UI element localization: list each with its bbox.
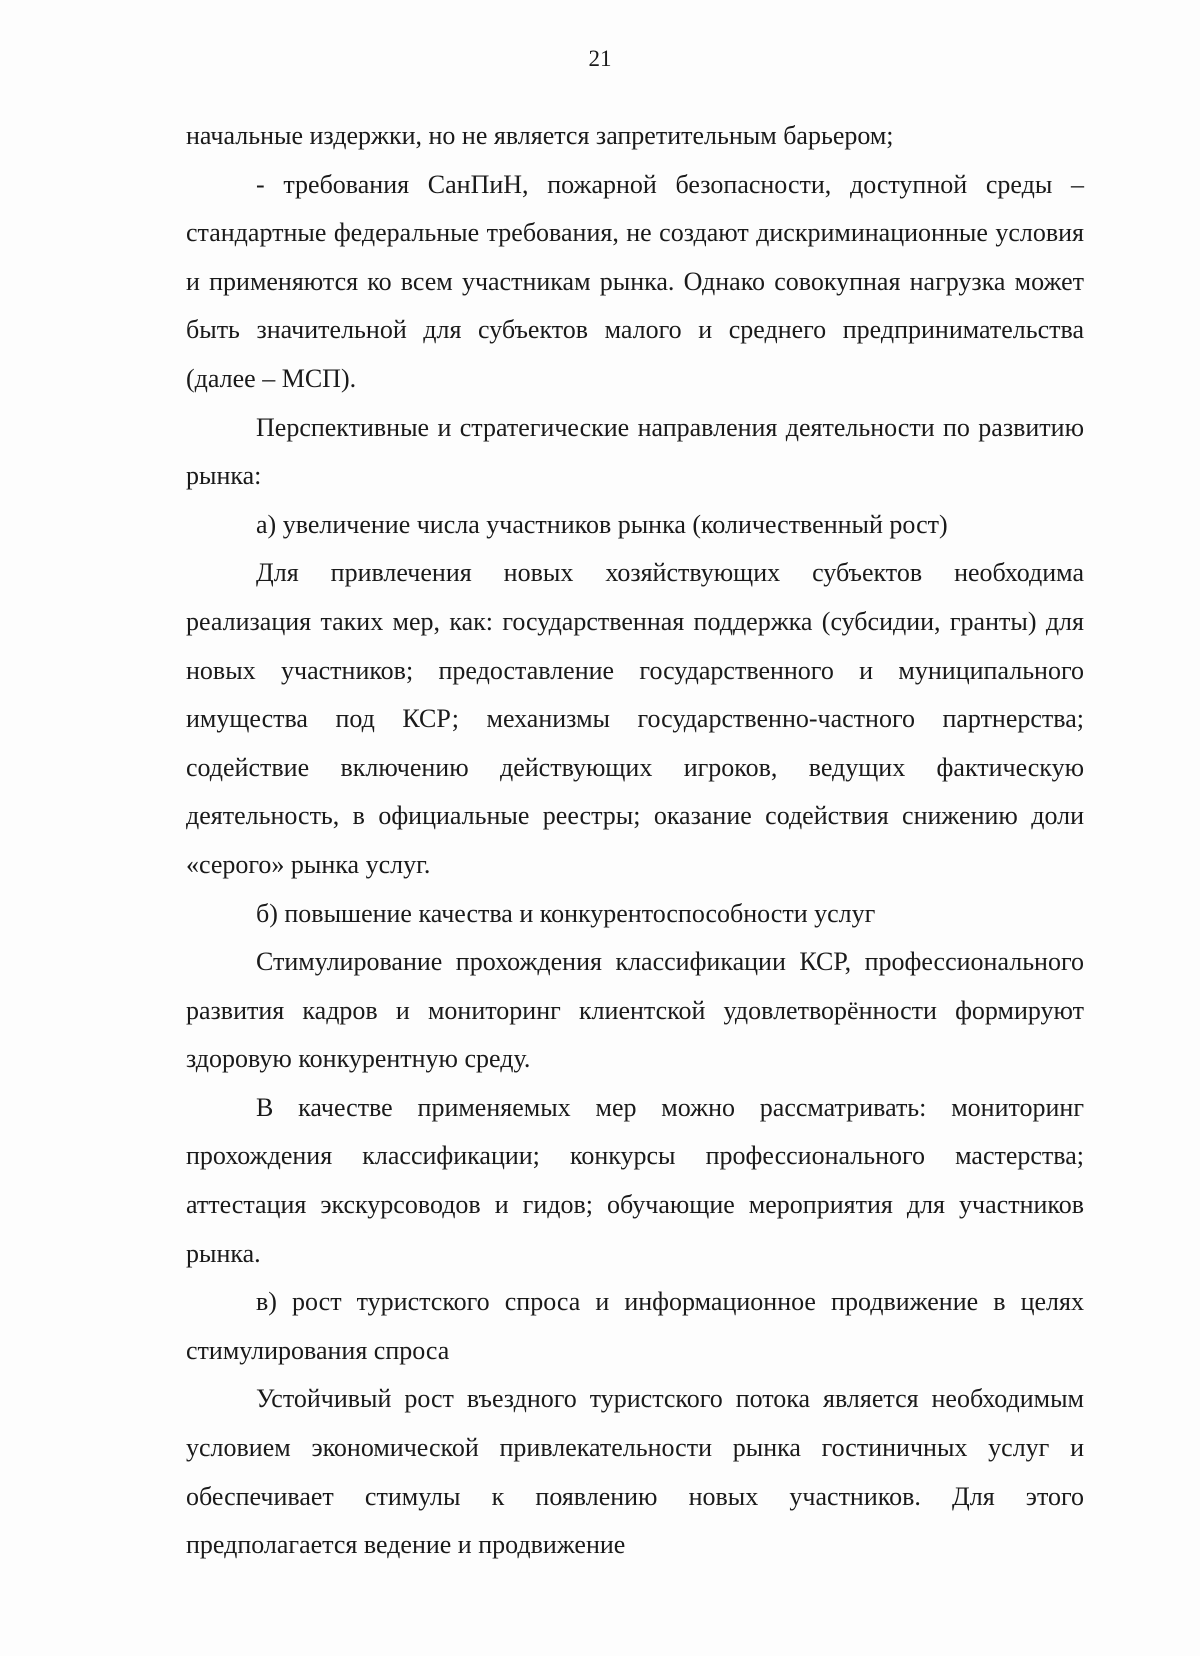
paragraph-tourist-flow: Устойчивый рост въездного туристского потока является необходимым условием экономической привлекательности рынка гостиничных услуг и обеспечивает стимулы к появлению новых участников. Для этого предполагается ведение и продвижение	[186, 1384, 1084, 1560]
paragraph-measures: В качестве применяемых мер можно рассматривать: мониторинг прохождения классификации; конкурсы профессионального мастерства; аттестация экскурсоводов и гидов; обучающие мероприятия для участников рынка.	[186, 1092, 1084, 1268]
paragraph-heading-a: а) увеличение числа участников рынка (количественный рост)	[256, 509, 948, 539]
paragraph-new-entrants: Для привлечения новых хозяйствующих субъектов необходима реализация таких мер, как: государственная поддержка (субсидии, гранты) для новых участников; предоставление государственного и муниципального имущества под КСР; механизмы государственно-частного партнерства; содействие включению действующих игроков, ведущих фактическую деятельность, в официальные реестры; оказание содействия снижению доли «серого» рынка услуг.	[186, 558, 1084, 879]
paragraph-sanpin-requirements: - требования СанПиН, пожарной безопасности, доступной среды – стандартные федеральные требования, не создают дискриминационные условия и применяются ко всем участникам рынка. Однако совокупная нагрузка может быть значительной для субъектов малого и среднего предпринимательства (далее – МСП).	[186, 169, 1084, 393]
paragraph-continuation: начальные издержки, но не является запретительным барьером;	[186, 121, 894, 150]
paragraph-strategic-directions: Перспективные и стратегические направления деятельности по развитию рынка:	[186, 412, 1084, 491]
paragraph-heading-b: б) повышение качества и конкурентоспособности услуг	[256, 898, 876, 928]
document-body	[186, 112, 1084, 1570]
paragraph-classification: Стимулирование прохождения классификации КСР, профессионального развития кадров и мониторинг клиентской удовлетворённости формируют здоровую конкурентную среду.	[186, 947, 1084, 1074]
paragraph-heading-c: в) рост туристского спроса и информационное продвижение в целях стимулирования спроса	[186, 1287, 1084, 1365]
page-number: 21	[588, 46, 612, 71]
